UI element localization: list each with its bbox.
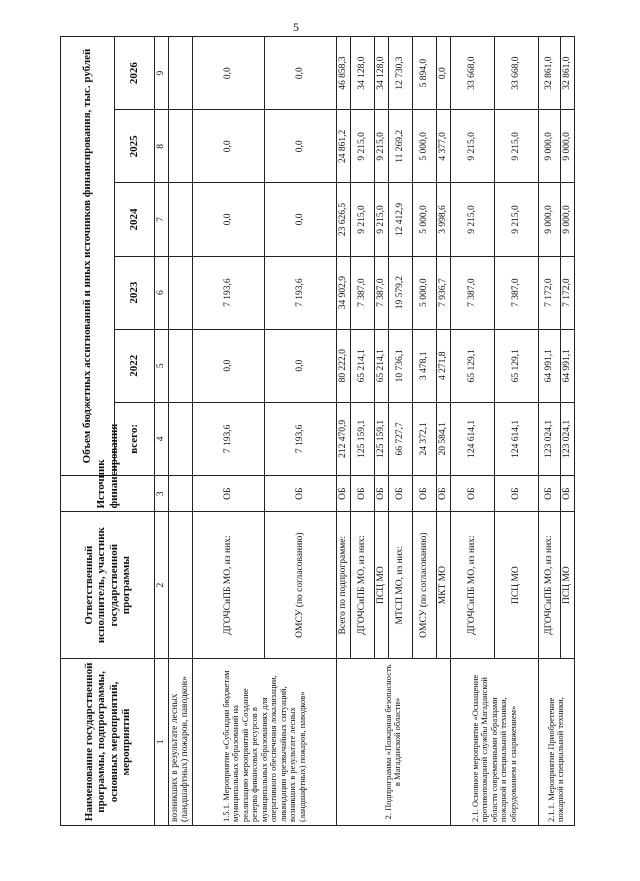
cell-source: ОБ [538, 475, 560, 512]
header-year: 2026 [115, 37, 155, 110]
cell-source: ОБ [350, 475, 374, 512]
cell-value: 33 668,0 [450, 37, 494, 110]
cell-name: 2.1.1. Мероприятие Приобретение пожарной и специальной техники, [538, 658, 574, 825]
cell-value: 0,0 [192, 37, 264, 110]
cell-value: 123 024,1 [560, 402, 574, 475]
cell-value: 24 861,2 [336, 110, 350, 183]
cell-value: 124 614,1 [494, 402, 538, 475]
cell-source: ОБ [450, 475, 494, 512]
cell-source: ОБ [560, 475, 574, 512]
cell-name: 2. Подпрограмма «Пожарная безопасность в Магаданской области» [336, 658, 450, 825]
table-row [450, 37, 494, 826]
cell-value: 65 129,1 [494, 329, 538, 402]
cell-executor: ДГОЧСиПБ МО, из них: [450, 512, 494, 658]
cell-value: 123 024,1 [538, 402, 560, 475]
cell-name: возникших в результате лесных (ландшафтных) пожаров, паводков» [168, 658, 192, 825]
cell-executor: ДГОЧСиПБ МО, из них: [350, 512, 374, 658]
cell-value: 4 377,0 [436, 110, 450, 183]
cell-executor: ОМСУ (по согласованию) [412, 512, 436, 658]
header-source: Источник финансирования [61, 475, 155, 512]
cell-name: 1.5.1. Мероприятие «Субсидии бюджетам муниципальных образований на реализацию мероприятий «Создание резерва финансовых ресурсов в муниципальных образованиях для оперативного обеспечения локализации, ликвидации чрезвычайных ситуаций, возникших в результате лесных (ландшафтных) пожаров, паводков» [192, 658, 336, 825]
cell-value: 64 991,1 [560, 329, 574, 402]
column-number: 2 [155, 512, 169, 658]
header-year: 2024 [115, 183, 155, 256]
cell-source: ОБ [374, 475, 388, 512]
cell-value: 9 000,0 [538, 183, 560, 256]
cell-executor: МКТ МО [436, 512, 450, 658]
cell-value: 12 730,3 [388, 37, 412, 110]
page-number: 5 [293, 20, 299, 34]
column-number: 9 [155, 37, 169, 110]
cell-value: 0,0 [192, 183, 264, 256]
cell-value: 0,0 [436, 37, 450, 110]
column-number: 5 [155, 329, 169, 402]
cell-value: 7 387,0 [450, 256, 494, 329]
cell-value: 125 159,1 [374, 402, 388, 475]
cell-executor: ДГОЧСиПБ МО, из них: [538, 512, 560, 658]
cell-source: ОБ [192, 475, 264, 512]
cell-value: 0,0 [264, 37, 336, 110]
column-number: 8 [155, 110, 169, 183]
column-number: 1 [155, 658, 169, 825]
cell-value: 3 478,1 [412, 329, 436, 402]
cell-value: 5 000,0 [412, 110, 436, 183]
column-number: 6 [155, 256, 169, 329]
cell-value: 7 172,0 [538, 256, 560, 329]
cell-value: 5 000,0 [412, 183, 436, 256]
column-number: 4 [155, 402, 169, 475]
cell-value: 65 214,1 [350, 329, 374, 402]
cell-value: 65 129,1 [450, 329, 494, 402]
cell-executor: Всего по подпрограмме: [336, 512, 350, 658]
cell-value: 46 858,3 [336, 37, 350, 110]
cell-value: 9 215,0 [494, 183, 538, 256]
cell-value: 212 470,9 [336, 402, 350, 475]
cell-value: 7 936,7 [436, 256, 450, 329]
cell-value: 7 193,6 [264, 402, 336, 475]
cell-value: 11 269,2 [388, 110, 412, 183]
financing-table [60, 36, 575, 826]
cell-value: 34 128,0 [350, 37, 374, 110]
cell-value: 33 668,0 [494, 37, 538, 110]
header-financing-group: Объем бюджетных ассигнований и иных источников финансирования, тыс. рублей [61, 37, 115, 476]
cell-value: 9 215,0 [350, 183, 374, 256]
cell-value: 9 215,0 [450, 110, 494, 183]
cell-value: 32 861,0 [538, 37, 560, 110]
cell-executor: МТСП МО, из них: [388, 512, 412, 658]
cell-value: 0,0 [264, 183, 336, 256]
cell-value: 5 894,0 [412, 37, 436, 110]
cell-source: ОБ [336, 475, 350, 512]
cell-value: 9 215,0 [350, 110, 374, 183]
cell-value: 20 584,1 [436, 402, 450, 475]
column-number: 3 [155, 475, 169, 512]
cell-value: 0,0 [192, 110, 264, 183]
cell-source: ОБ [412, 475, 436, 512]
header-executor: Ответственный исполнитель, участник государственной программы [61, 512, 155, 658]
cell-value: 65 214,1 [374, 329, 388, 402]
cell-value: 3 998,6 [436, 183, 450, 256]
column-number: 7 [155, 183, 169, 256]
cell-value: 0,0 [192, 329, 264, 402]
cell-value: 0,0 [264, 329, 336, 402]
cell-value: 9 000,0 [560, 110, 574, 183]
cell-value: 12 412,9 [388, 183, 412, 256]
cell-value: 66 727,7 [388, 402, 412, 475]
cell-value: 5 000,0 [412, 256, 436, 329]
cell-value: 0,0 [264, 110, 336, 183]
cell-value: 7 172,0 [560, 256, 574, 329]
cell-value: 124 614,1 [450, 402, 494, 475]
cell-value: 23 626,5 [336, 183, 350, 256]
cell-executor: ПСЦ МО [374, 512, 388, 658]
cell-value: 34 902,9 [336, 256, 350, 329]
cell-source: ОБ [494, 475, 538, 512]
cell-value: 80 222,0 [336, 329, 350, 402]
cell-value: 34 128,0 [374, 37, 388, 110]
header-year: 2022 [115, 329, 155, 402]
cell-executor: ДГОЧСиПБ МО, из них: [192, 512, 264, 658]
cell-source: ОБ [388, 475, 412, 512]
cell-value: 9 215,0 [374, 110, 388, 183]
cell-value: 10 736,1 [388, 329, 412, 402]
cell-executor: ПСЦ МО [494, 512, 538, 658]
rotated-table-wrapper [60, 36, 570, 826]
cell-value: 7 193,6 [192, 402, 264, 475]
cell-value: 7 387,0 [374, 256, 388, 329]
cell-value: 7 387,0 [494, 256, 538, 329]
cell-value: 4 271,8 [436, 329, 450, 402]
cell-value: 9 215,0 [494, 110, 538, 183]
table-row [336, 37, 350, 826]
cell-value: 9 000,0 [538, 110, 560, 183]
cell-value: 24 372,1 [412, 402, 436, 475]
cell-value: 64 991,1 [538, 329, 560, 402]
cell-executor: ПСЦ МО [560, 512, 574, 658]
table-row [192, 37, 264, 826]
cell-value: 9 215,0 [450, 183, 494, 256]
cell-source: ОБ [264, 475, 336, 512]
table-row [168, 37, 192, 826]
header-name: Наименование государственной программы, подпрограммы, основных мероприятий, мероприятий [61, 658, 155, 825]
cell-executor: ОМСУ (по согласованию) [264, 512, 336, 658]
cell-value: 32 861,0 [560, 37, 574, 110]
cell-value: 19 579,2 [388, 256, 412, 329]
cell-value: 9 215,0 [374, 183, 388, 256]
cell-value: 125 159,1 [350, 402, 374, 475]
header-year: 2025 [115, 110, 155, 183]
cell-value: 7 193,6 [264, 256, 336, 329]
cell-name: 2.1. Основное мероприятие «Оснащение противопожарной службы Магаданской области современными образцами пожарной и специальной техники, оборудованием и снаряжением» [450, 658, 538, 825]
cell-value: 7 387,0 [350, 256, 374, 329]
header-year: 2023 [115, 256, 155, 329]
header-total: всего: [115, 402, 155, 475]
cell-value: 7 193,6 [192, 256, 264, 329]
cell-value: 9 000,0 [560, 183, 574, 256]
cell-source: ОБ [436, 475, 450, 512]
table-row [538, 37, 560, 826]
